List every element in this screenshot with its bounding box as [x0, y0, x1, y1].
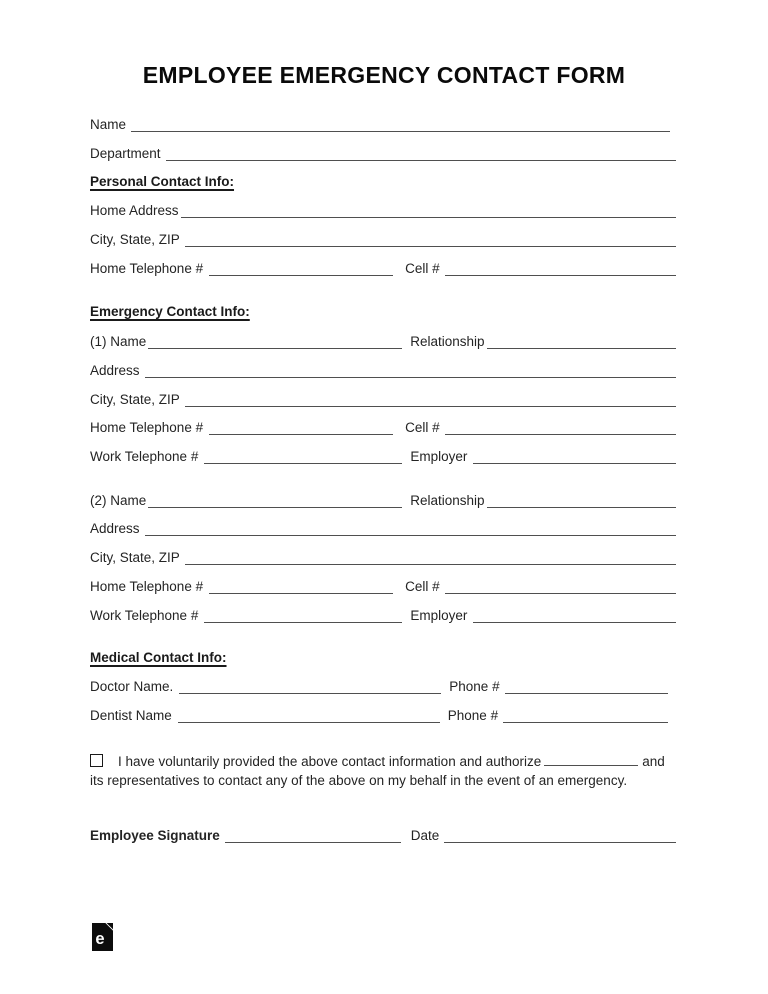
section-heading-medical: Medical Contact Info:	[90, 650, 227, 665]
dentist-phone-fill[interactable]	[503, 709, 668, 723]
department-fill[interactable]	[166, 147, 676, 161]
date-fill[interactable]	[444, 829, 676, 843]
employee-signature-label: Employee Signature	[90, 828, 220, 843]
contact2-work-row	[90, 605, 676, 623]
emergency-heading-row	[90, 301, 676, 319]
section-heading-personal: Personal Contact Info:	[90, 174, 235, 189]
personal-city-fill[interactable]	[185, 233, 676, 247]
dentist-name-fill[interactable]	[178, 709, 440, 723]
department-row	[90, 143, 676, 161]
contact2-address-label: Address	[90, 521, 140, 536]
home-address-fill[interactable]	[181, 204, 676, 218]
dentist-phone-label: Phone #	[447, 708, 499, 723]
medical-heading-row	[90, 647, 676, 665]
contact1-city-label: City, State, ZIP	[90, 392, 180, 407]
contact1-city-fill[interactable]	[185, 393, 676, 407]
authorization-blank-fill[interactable]	[544, 753, 638, 766]
personal-cell-label: Cell #	[405, 261, 440, 276]
personal-home-telephone-label: Home Telephone #	[90, 261, 204, 276]
dentist-row	[90, 705, 676, 723]
contact1-phones-row	[90, 417, 676, 435]
contact1-employer-label: Employer	[410, 449, 468, 464]
contact2-home-telephone-fill[interactable]	[209, 580, 393, 594]
home-address-row	[90, 200, 676, 218]
personal-city-row	[90, 229, 676, 247]
contact1-cell-fill[interactable]	[445, 421, 676, 435]
contact2-home-telephone-label: Home Telephone #	[90, 579, 204, 594]
doctor-phone-fill[interactable]	[505, 680, 668, 694]
contact2-address-row	[90, 518, 676, 536]
contact1-employer-fill[interactable]	[473, 450, 676, 464]
contact2-name-row	[90, 490, 676, 508]
contact1-name-row	[90, 331, 676, 349]
doctor-name-fill[interactable]	[179, 680, 441, 694]
contact1-home-telephone-label: Home Telephone #	[90, 420, 204, 435]
contact2-address-fill[interactable]	[145, 522, 676, 536]
dentist-name-label: Dentist Name	[90, 708, 172, 723]
name-row	[90, 114, 676, 132]
contact2-name-label: (2) Name	[90, 493, 147, 508]
contact2-cell-fill[interactable]	[445, 580, 676, 594]
contact1-name-label: (1) Name	[90, 334, 147, 349]
home-address-label: Home Address	[90, 203, 179, 218]
name-label: Name	[90, 117, 127, 132]
contact2-work-telephone-label: Work Telephone #	[90, 608, 199, 623]
doctor-row	[90, 676, 676, 694]
authorization-text-after: and its representatives to contact any of the above on my behalf in the event of an emergency.	[90, 754, 665, 788]
contact1-address-row	[90, 360, 676, 378]
authorization-paragraph	[90, 753, 676, 790]
contact1-work-telephone-fill[interactable]	[204, 450, 402, 464]
personal-city-label: City, State, ZIP	[90, 232, 180, 247]
contact1-address-fill[interactable]	[145, 364, 676, 378]
eforms-document-icon	[92, 923, 113, 951]
employee-signature-fill[interactable]	[225, 829, 401, 843]
date-label: Date	[410, 828, 440, 843]
contact2-city-fill[interactable]	[185, 551, 676, 565]
eforms-logo	[92, 923, 113, 951]
contact1-work-telephone-label: Work Telephone #	[90, 449, 199, 464]
contact2-relationship-fill[interactable]	[487, 494, 676, 508]
contact2-employer-label: Employer	[410, 608, 468, 623]
personal-cell-fill[interactable]	[445, 262, 676, 276]
contact2-city-row	[90, 547, 676, 565]
form-title: EMPLOYEE EMERGENCY CONTACT FORM	[142, 62, 626, 88]
name-fill[interactable]	[131, 118, 670, 132]
signature-row	[90, 825, 676, 843]
eforms-logo-letter: e	[95, 929, 105, 948]
contact1-cell-label: Cell #	[405, 420, 440, 435]
contact2-employer-fill[interactable]	[473, 609, 676, 623]
contact1-name-fill[interactable]	[148, 335, 402, 349]
contact2-phones-row	[90, 576, 676, 594]
contact1-address-label: Address	[90, 363, 140, 378]
contact2-name-fill[interactable]	[148, 494, 402, 508]
personal-heading-row	[90, 171, 676, 189]
personal-home-telephone-fill[interactable]	[209, 262, 393, 276]
contact2-city-label: City, State, ZIP	[90, 550, 180, 565]
contact1-work-row	[90, 446, 676, 464]
authorization-checkbox[interactable]	[90, 754, 103, 767]
personal-phones-row	[90, 258, 676, 276]
contact2-work-telephone-fill[interactable]	[204, 609, 402, 623]
doctor-phone-label: Phone #	[449, 679, 500, 694]
contact2-cell-label: Cell #	[405, 579, 440, 594]
contact1-relationship-fill[interactable]	[487, 335, 676, 349]
authorization-text-before: I have voluntarily provided the above contact information and authorize	[118, 754, 542, 769]
section-heading-emergency: Emergency Contact Info:	[90, 304, 250, 319]
contact1-home-telephone-fill[interactable]	[209, 421, 393, 435]
department-label: Department	[90, 146, 161, 161]
contact1-relationship-label: Relationship	[410, 334, 485, 349]
contact2-relationship-label: Relationship	[410, 493, 485, 508]
doctor-name-label: Doctor Name.	[90, 679, 174, 694]
contact1-city-row	[90, 389, 676, 407]
